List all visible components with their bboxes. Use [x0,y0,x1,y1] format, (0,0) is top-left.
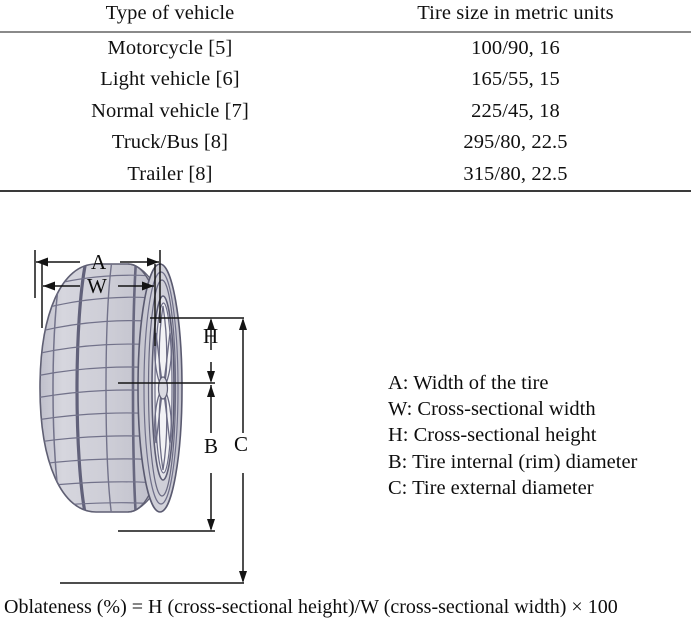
table-row [0,32,691,65]
arrowhead-b-up [207,385,215,397]
arrowhead-c-up [239,318,247,330]
arrowhead-c-down [239,571,247,583]
cell-tire-size: 225/45, 18 [471,99,560,122]
dimension-label-a: A [91,250,107,274]
dimension-legend [388,370,688,501]
vehicle-tire-size-table [0,0,691,192]
cell-tire-size: 295/80, 22.5 [463,131,568,153]
cell-tire-size: 165/55, 15 [471,68,560,90]
legend-item-w: W: Cross-sectional width [388,398,596,421]
table-row [0,96,691,128]
table-row [0,64,691,96]
legend-item-b: B: Tire internal (rim) diameter [388,450,638,473]
table-row [0,127,691,159]
column-header-vehicle-type: Type of vehicle [0,0,340,32]
cell-vehicle-type: Motorcycle [5] [107,36,233,59]
cell-vehicle-type: Trailer [8] [0,159,340,192]
cell-vehicle-type: Light vehicle [6] [100,68,240,90]
dimension-label-h: H [203,324,219,348]
cell-tire-size: 315/80, 22.5 [340,159,691,192]
table-row [0,159,691,192]
dimension-label-c: C [234,432,249,456]
arrowhead-b-down [207,519,215,531]
oblateness-formula-caption: Oblateness (%) = H (cross-sectional height)/W (cross-sectional width) × 100 [4,596,618,618]
table-header-row [0,0,691,32]
cell-vehicle-type: Normal vehicle [7] [91,99,249,122]
cell-vehicle-type: Truck/Bus [8] [111,131,229,153]
dimension-label-w: W [87,274,107,298]
arrowhead-w-left [43,282,55,291]
dimension-label-b: B [204,434,219,458]
table [0,0,691,192]
cell-tire-size: 100/90, 16 [471,36,560,59]
arrowhead-h-down [207,371,215,383]
legend-item-a: A: Width of the tire [388,372,549,394]
legend-item-h: H: Cross-sectional height [388,424,597,447]
column-header-tire-size: Tire size in metric units [340,0,691,32]
legend-item-c: C: Tire external diameter [388,476,594,499]
